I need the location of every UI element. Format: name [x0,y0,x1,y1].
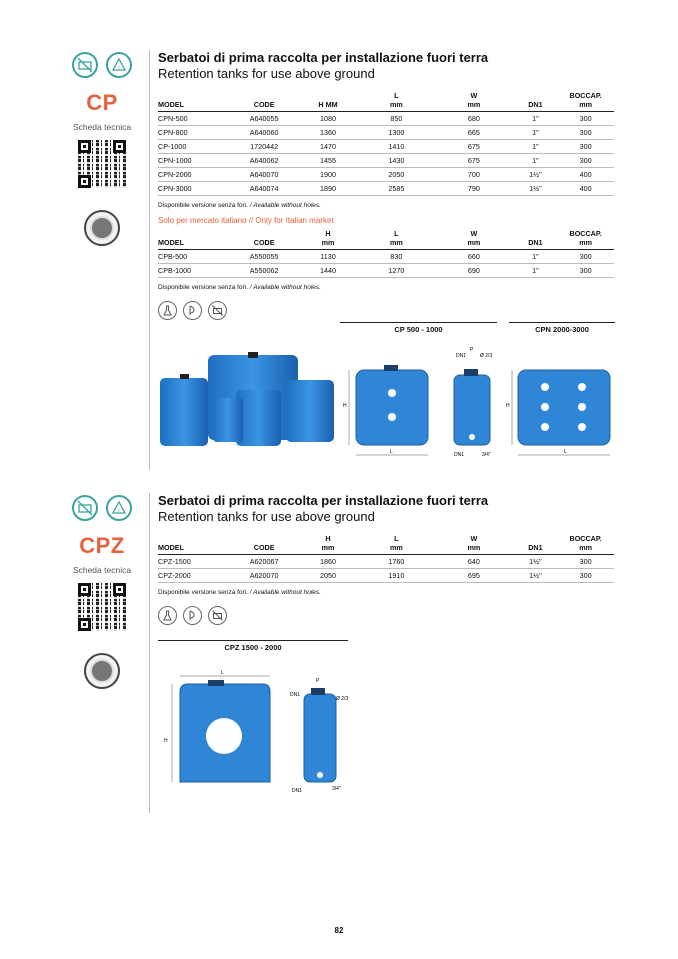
table-cell: A620067 [231,555,299,569]
product-code: CP [86,90,118,115]
col-boccap: BOCCAP. mm [569,229,602,247]
col-boccap: BOCCAP. mm [569,91,602,109]
table-cell: CPN-2000 [158,168,231,182]
table-cell: 2050 [359,168,437,182]
table-cell: CPB-1000 [158,264,231,278]
qr-code[interactable] [78,140,126,188]
col-code: CODE [253,543,275,552]
table-row [158,168,614,182]
table-cell: A550055 [231,250,299,264]
svg-text:2: 2 [117,507,121,513]
table-cell: CPN-800 [158,126,231,140]
table-cell: 1½" [514,182,560,196]
table-cell: 1½" [514,168,560,182]
table-cell: A640062 [231,154,299,168]
table-cell: 660 [436,250,514,264]
dim-h: H [164,738,168,744]
table-cell: 300 [559,140,614,154]
table-row [158,264,614,278]
no-uv-icon [72,495,98,521]
table-cell: 1270 [359,264,437,278]
table-cell: 1360 [299,126,358,140]
table-cell: 1" [514,264,560,278]
sidebar-cpz [52,495,152,689]
food-grade-icon [183,301,202,320]
col-h: H MM [318,100,338,109]
table-cell: 300 [559,126,614,140]
table-cell: 1½" [514,555,560,569]
table-cell: CPN-1000 [158,154,231,168]
scheda-tecnica-label: Scheda tecnica [72,565,132,575]
table-cell: 1860 [299,555,358,569]
no-sun-icon [208,606,227,625]
table-cell: 1" [514,140,560,154]
table-cell: 790 [436,182,514,196]
table-cell: 300 [559,569,614,583]
dim-dn1: DN1 [456,353,467,359]
dim-dn1-bottom: DN1 [292,788,303,794]
col-code: CODE [253,100,275,109]
dim-dn1: DN1 [290,692,301,698]
section-title-it: Serbatoi di prima raccolta per installazione fuori terra [158,50,489,65]
col-w: W mm [467,534,481,552]
divider [149,50,150,470]
scheda-tecnica-label: Scheda tecnica [72,122,132,132]
table-cell: 1080 [299,112,358,126]
table-cell: 700 [436,168,514,182]
table-cell: 1" [514,250,560,264]
recycle-icon [106,52,132,78]
spec-table-cp [158,91,614,196]
table-cell: 300 [559,154,614,168]
table-cell: CPN-3000 [158,182,231,196]
divider [149,493,150,813]
table-cell: 300 [559,112,614,126]
table-cell: 300 [559,555,614,569]
table-cell: 400 [559,168,614,182]
page-number: 82 [334,926,344,935]
table-header-row [158,534,614,555]
table-cell: 830 [359,250,437,264]
col-code: CODE [253,238,275,247]
product-code: CPZ [79,533,125,558]
figure-label-cp: CP 500 - 1000 [340,322,497,334]
table-header-row [158,91,614,112]
col-l: L mm [389,91,403,109]
col-model: MODEL [158,543,184,552]
table-cell: 1440 [299,264,358,278]
chemical-flask-icon [158,301,177,320]
table-cell: 1890 [299,182,358,196]
table-cell: A640060 [231,126,299,140]
table-cell: 665 [436,126,514,140]
dim-p: P [316,678,320,684]
chemical-flask-icon [158,606,177,625]
table-cell: 1410 [359,140,437,154]
section-cp [158,50,614,320]
section-title-en: Retention tanks for use above ground [158,509,375,524]
table-cell: CPZ-2000 [158,569,231,583]
dim-three-quarter: 3/4" [482,452,491,458]
no-uv-icon [72,52,98,78]
dim-cap: Ø 2/3 [336,696,349,702]
table-row [158,140,614,154]
availability-note: Disponibile versione senza fori. / Available without holes. [158,284,321,291]
feature-icons [158,301,614,320]
qr-code[interactable] [78,583,126,631]
col-boccap: BOCCAP. mm [569,534,602,552]
table-row [158,250,614,264]
col-w: W mm [467,91,481,109]
feature-icons [158,606,614,625]
spec-table-cpz [158,534,614,583]
table-row [158,154,614,168]
spec-table-cpb [158,229,614,278]
dim-l: L [390,449,393,455]
availability-note: Disponibile versione senza fori. / Available without holes. [158,589,321,596]
no-sun-icon [208,301,227,320]
table-cell: CPB-500 [158,250,231,264]
table-cell: 1720442 [231,140,299,154]
table-cell: A640055 [231,112,299,126]
table-cell: 1430 [359,154,437,168]
tank-technical-drawings [340,345,620,460]
table-cell: 1" [514,112,560,126]
dim-three-quarter: 3/4" [332,786,341,792]
col-dn1: DN1 [528,238,543,247]
table-cell: 675 [436,154,514,168]
col-w: W mm [467,229,481,247]
col-model: MODEL [158,238,184,247]
dim-l: L [221,670,224,676]
table-cell: 1" [514,126,560,140]
table-cell: 1" [514,154,560,168]
figure-label-cpz: CPZ 1500 - 2000 [158,640,348,652]
tank-photo-group [158,350,338,450]
table-cell: 850 [359,112,437,126]
section-title-it: Serbatoi di prima raccolta per installazione fuori terra [158,493,489,508]
table-cell: A640070 [231,168,299,182]
dim-l-cpn: L [564,449,567,455]
col-h: H mm [321,229,335,247]
table-header-row [158,229,614,250]
col-dn1: DN1 [528,100,543,109]
dim-h-cpn: H [506,403,510,409]
col-h: H mm [321,534,335,552]
col-model: MODEL [158,100,184,109]
section-cpz [158,493,614,625]
table-cell: CPZ-1500 [158,555,231,569]
table-cell: CPN-500 [158,112,231,126]
col-l: L mm [389,534,403,552]
table-cell: 1900 [299,168,358,182]
table-cell: 675 [436,140,514,154]
recycle-icon [106,495,132,521]
table-row [158,126,614,140]
certification-seal-icon [84,653,120,689]
table-cell: 695 [436,569,514,583]
dim-h: H [343,403,347,409]
table-cell: 690 [436,264,514,278]
availability-note: Disponibile versione senza fori. / Available without holes. [158,202,321,209]
food-grade-icon [183,606,202,625]
col-l: L mm [389,229,403,247]
svg-text:2: 2 [117,64,121,70]
figure-label-cpn: CPN 2000-3000 [509,322,615,334]
section-title-en: Retention tanks for use above ground [158,66,375,81]
dim-cap: Ø 2/3 [480,353,493,359]
table-cell: 2585 [359,182,437,196]
table-cell: 2050 [299,569,358,583]
table-cell: 1130 [299,250,358,264]
certification-seal-icon [84,210,120,246]
table-row [158,112,614,126]
table-cell: 640 [436,555,514,569]
table-cell: 400 [559,182,614,196]
table-row [158,555,614,569]
table-cell: 1760 [359,555,437,569]
table-cell: 300 [559,264,614,278]
table-cell: 1455 [299,154,358,168]
table-row [158,569,614,583]
dim-p: P [470,347,474,353]
table-cell: A620070 [231,569,299,583]
table-row [158,182,614,196]
tank-technical-drawings-cpz [158,670,358,800]
table-cell: 1300 [359,126,437,140]
col-dn1: DN1 [528,543,543,552]
table-cell: 300 [559,250,614,264]
table-cell: A550062 [231,264,299,278]
dim-dn1-bottom: DN1 [454,452,465,458]
table-cell: CP-1000 [158,140,231,154]
table-cell: 1½" [514,569,560,583]
table-cell: 1910 [359,569,437,583]
table-cell: 680 [436,112,514,126]
table-cell: 1470 [299,140,358,154]
market-note: Solo per mercato italiano // Only for Italian market [158,216,334,225]
sidebar-cp [52,52,152,246]
table-cell: A640074 [231,182,299,196]
